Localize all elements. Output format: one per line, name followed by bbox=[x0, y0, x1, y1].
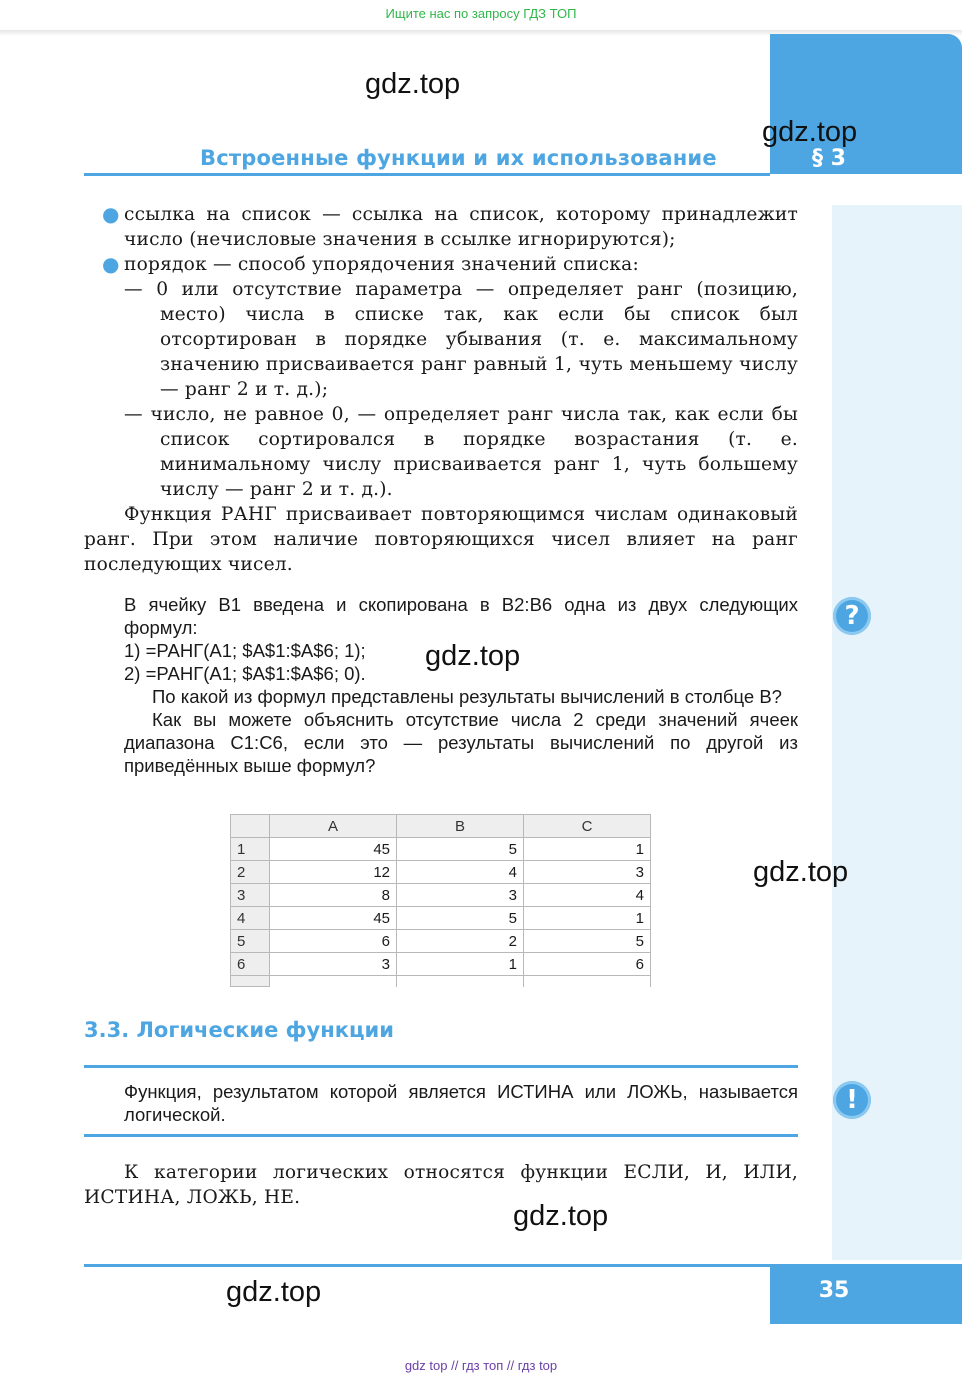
column-header: A bbox=[270, 815, 397, 838]
row-header: 1 bbox=[231, 838, 270, 861]
row-header bbox=[231, 976, 270, 987]
definition-text: Функция, результатом которой является ИСТИНА или ЛОЖЬ, называется логической. bbox=[124, 1081, 798, 1125]
table-row-empty bbox=[231, 976, 651, 987]
column-header: C bbox=[524, 815, 651, 838]
logic-functions-paragraph: К категории логических относятся функции ЕСЛИ, И, ИЛИ, ИСТИНА, ЛОЖЬ, НЕ. bbox=[84, 1162, 798, 1208]
rank-description bbox=[84, 202, 798, 577]
question-2: Как вы можете объяснить отсутствие числа 2 среди значений ячеек диапазона C1:C6, если это — результаты вычислений по другой из приведённых выше формул? bbox=[124, 709, 798, 776]
cell: 4 bbox=[397, 861, 524, 884]
spreadsheet-table bbox=[230, 814, 651, 987]
table-row bbox=[231, 884, 651, 907]
row-header: 5 bbox=[231, 930, 270, 953]
exclamation-icon: ! bbox=[833, 1081, 871, 1119]
question-icon: ? bbox=[833, 597, 871, 635]
bullet-icon: ● bbox=[102, 252, 120, 276]
cell: 2 bbox=[397, 930, 524, 953]
subsection-title: 3.3. Логические функции bbox=[84, 1018, 394, 1042]
cell bbox=[397, 976, 524, 987]
top-promo-note: Ищите нас по запросу ГДЗ ТОП bbox=[385, 6, 577, 21]
cell: 5 bbox=[397, 907, 524, 930]
bullet-text: ссылка на список — ссылка на список, которому принадлежит число (нечисловые значения в ссылке игнорируются); bbox=[124, 204, 798, 250]
question-intro: В ячейку B1 введена и скопирована в B2:B6 одна из двух следующих формул: bbox=[124, 594, 798, 638]
cell: 6 bbox=[524, 953, 651, 976]
row-header: 3 bbox=[231, 884, 270, 907]
footer-rule bbox=[84, 1264, 770, 1267]
section-tab bbox=[770, 34, 962, 174]
rang-paragraph: Функция РАНГ присваивает повторяющимся числам одинаковый ранг. При этом наличие повторяющихся чисел влияет на ранг последующих чисел. bbox=[84, 504, 798, 575]
table-row bbox=[231, 838, 651, 861]
cell: 8 bbox=[270, 884, 397, 907]
bottom-note: gdz top // гдз топ // гдз top bbox=[404, 1358, 558, 1373]
column-header-row bbox=[231, 815, 651, 838]
chapter-title: Встроенные функции и их использование bbox=[200, 146, 717, 170]
row-header: 6 bbox=[231, 953, 270, 976]
list-item bbox=[84, 252, 798, 277]
bullet-icon: ● bbox=[102, 202, 120, 226]
formula-1: 1) =РАНГ(A1; $A$1:$A$6; 1); bbox=[124, 640, 366, 661]
bullet-text: порядок — способ упорядочения значений списка: bbox=[124, 254, 639, 275]
cell: 4 bbox=[524, 884, 651, 907]
spreadsheet bbox=[230, 814, 651, 987]
cell: 6 bbox=[270, 930, 397, 953]
definition-top-rule bbox=[84, 1065, 798, 1068]
watermark: gdz.top bbox=[425, 640, 521, 672]
definition-bottom-rule bbox=[84, 1134, 798, 1137]
table-row bbox=[231, 953, 651, 976]
cell: 1 bbox=[397, 953, 524, 976]
question-block bbox=[124, 593, 798, 777]
formula-2: 2) =РАНГ(A1; $A$1:$A$6; 0). bbox=[124, 663, 366, 684]
watermark: gdz.top bbox=[753, 856, 849, 888]
cell: 3 bbox=[270, 953, 397, 976]
watermark: gdz.top bbox=[762, 116, 858, 148]
watermark: gdz.top bbox=[365, 68, 461, 100]
cell bbox=[270, 976, 397, 987]
header-rule bbox=[84, 173, 770, 176]
page-number: 35 bbox=[818, 1278, 850, 1303]
cell: 5 bbox=[524, 930, 651, 953]
dash-item: — 0 или отсутствие параметра — определяет ранг (позицию, место) числа в списке так, как если бы список был отсортирован в порядке убывания (т. е. максимальному значению присваивается ранг равный 1, чуть меньшему числу — ранг 2 и т. д.); bbox=[124, 279, 798, 400]
question-1: По какой из формул представлены результаты вычислений в столбце B? bbox=[152, 686, 782, 707]
corner-cell bbox=[231, 815, 270, 838]
cell: 12 bbox=[270, 861, 397, 884]
cell: 1 bbox=[524, 838, 651, 861]
cell: 3 bbox=[524, 861, 651, 884]
table-row bbox=[231, 861, 651, 884]
table-row bbox=[231, 907, 651, 930]
section-number: § 3 bbox=[812, 146, 846, 171]
row-header: 2 bbox=[231, 861, 270, 884]
cell: 1 bbox=[524, 907, 651, 930]
row-header: 4 bbox=[231, 907, 270, 930]
watermark: gdz.top bbox=[226, 1276, 322, 1308]
cell: 3 bbox=[397, 884, 524, 907]
cell: 45 bbox=[270, 907, 397, 930]
column-header: B bbox=[397, 815, 524, 838]
watermark: gdz.top bbox=[513, 1200, 609, 1232]
dash-item: — число, не равное 0, — определяет ранг числа так, как если бы список сортировался в порядке возрастания (т. е. минимальному числу присваивается ранг 1, чуть большему числу — ранг 2 и т. д.). bbox=[124, 404, 798, 500]
table-row bbox=[231, 930, 651, 953]
cell: 5 bbox=[397, 838, 524, 861]
cell: 45 bbox=[270, 838, 397, 861]
list-item bbox=[84, 202, 798, 252]
cell bbox=[524, 976, 651, 987]
